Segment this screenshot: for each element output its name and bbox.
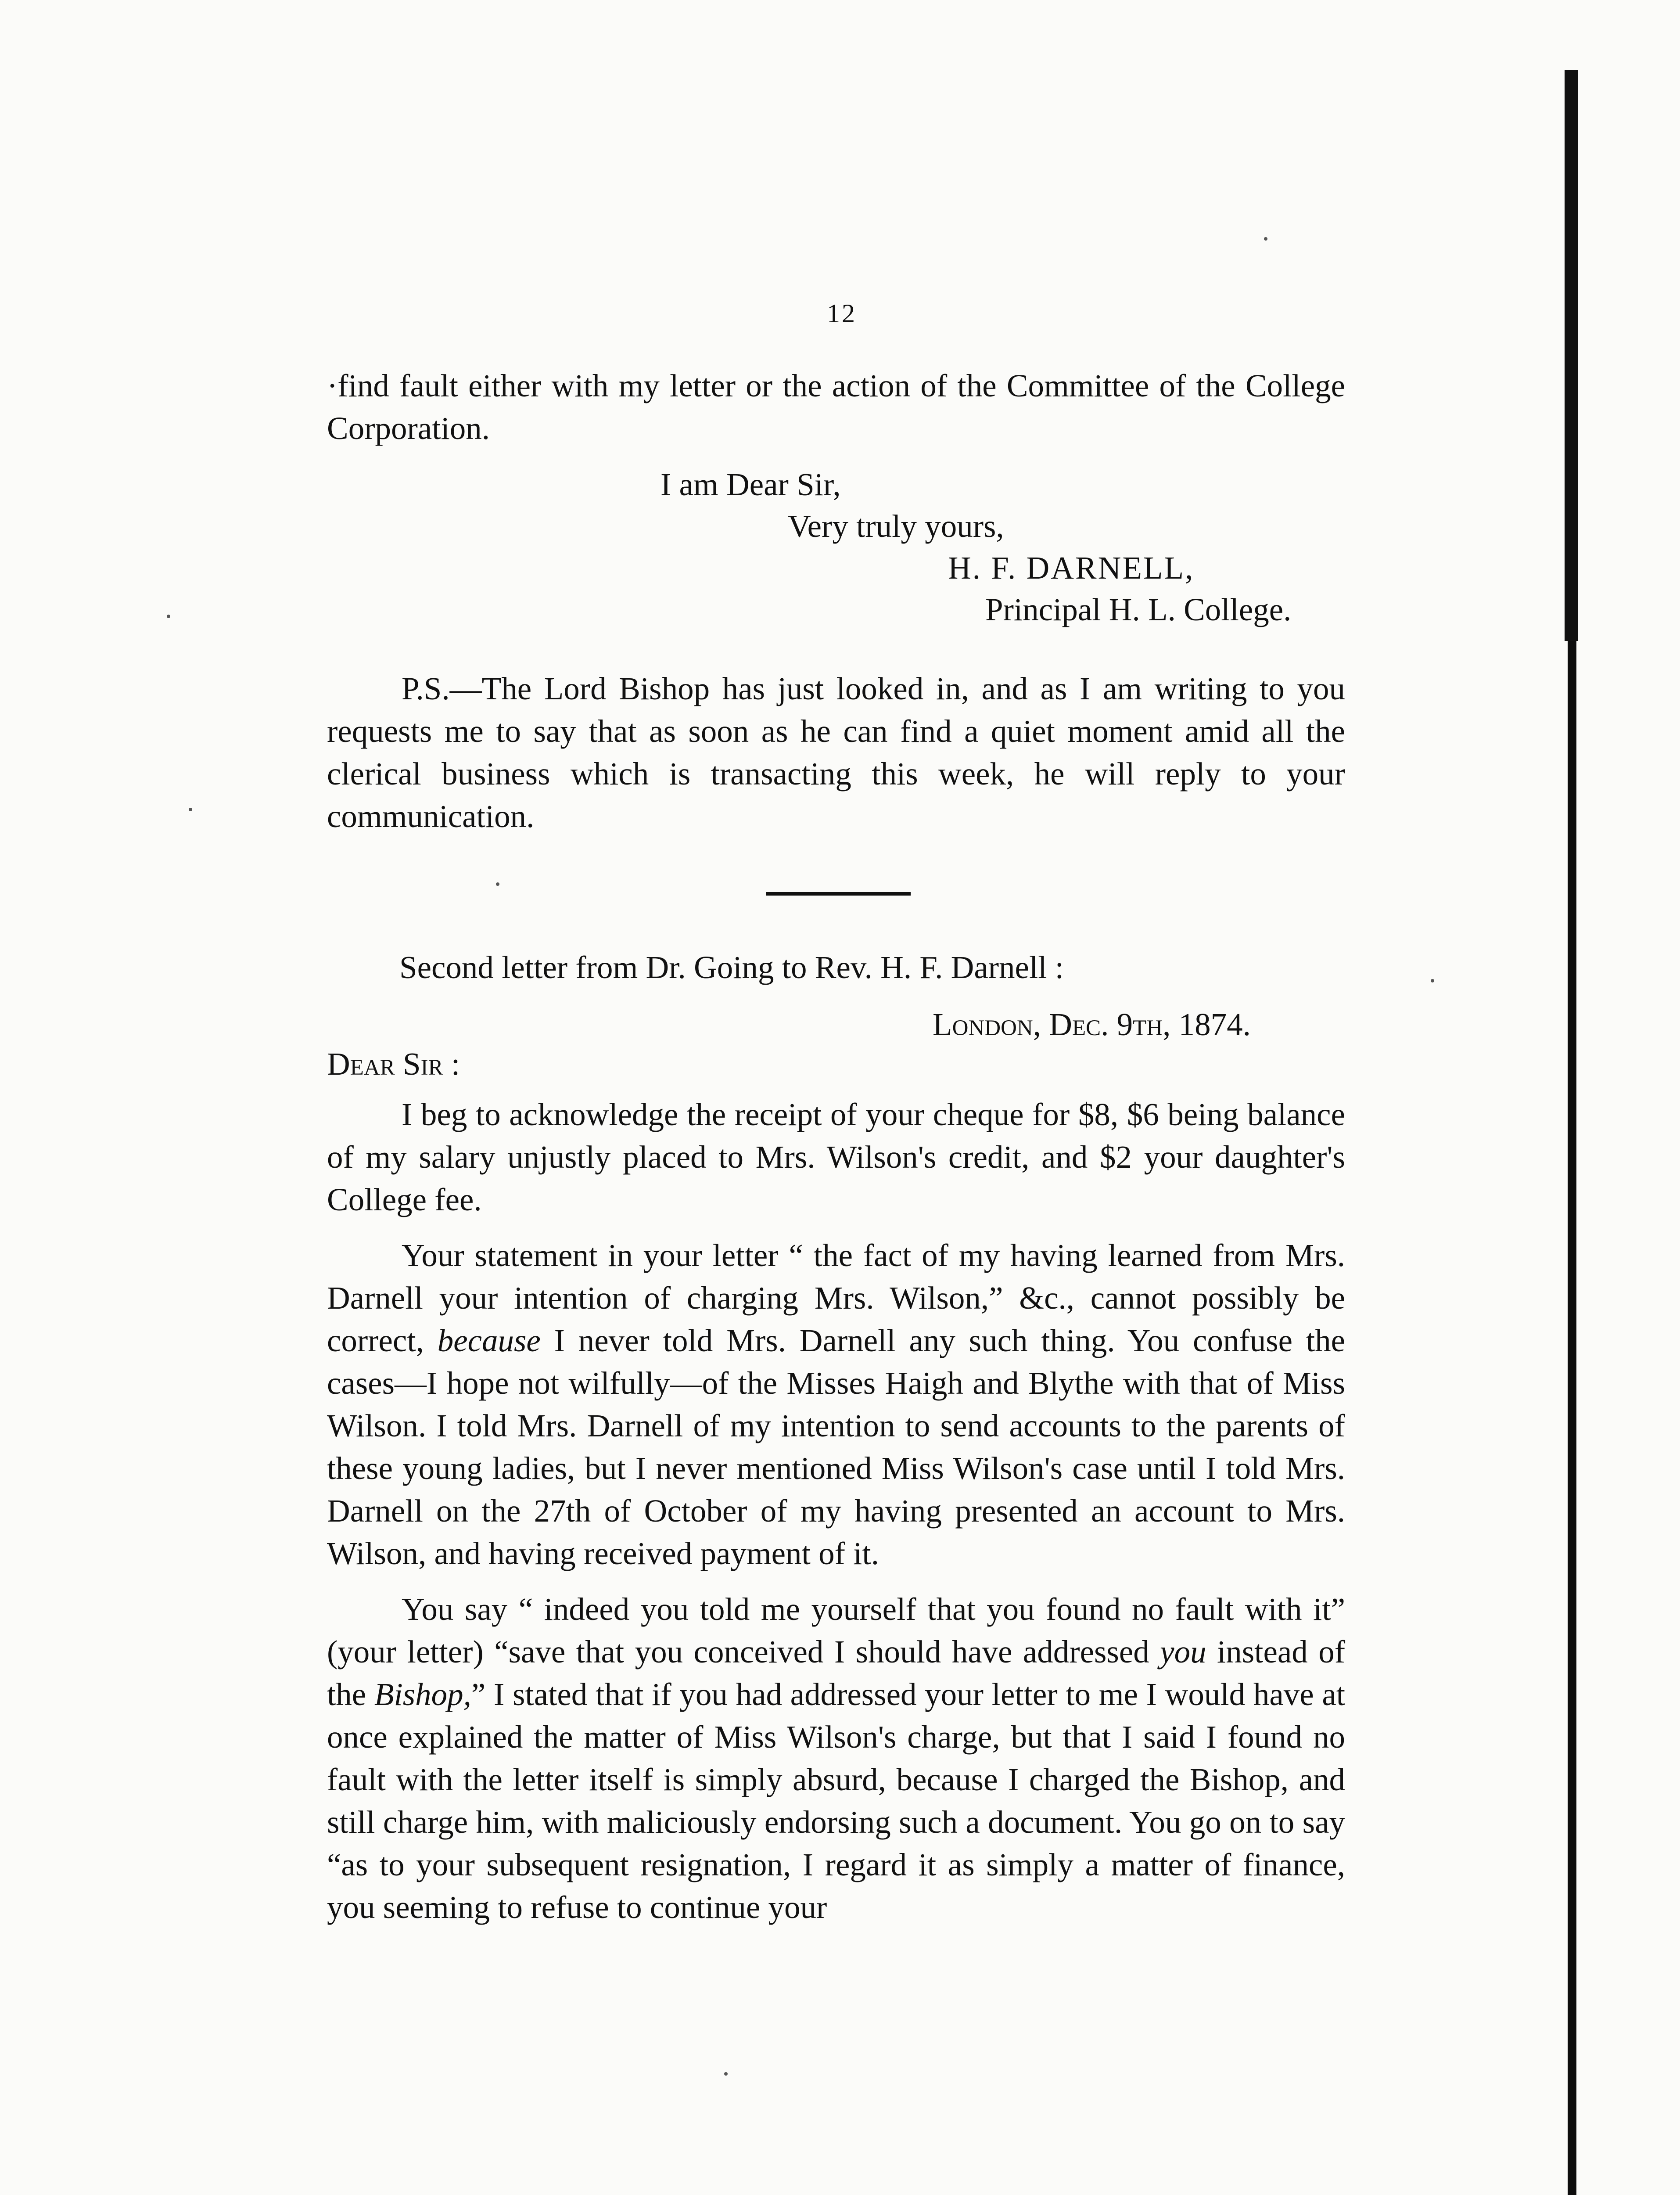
body-paragraph-2: [327, 1234, 1345, 1575]
paragraph-1-text: I beg to acknowledge the receipt of your cheque for $8, $6 being balance of my salary unjustly placed to Mrs. Wilson's credit, and $2 your daughter's College fee.: [327, 1097, 1345, 1217]
page-number: 12: [827, 299, 857, 328]
second-letter-body: [327, 1093, 1345, 1929]
paragraph-3-text-a: You say “ indeed you told me yourself that you found no fault with it” (your letter) “save that you conceived I should have addressed: [327, 1591, 1345, 1670]
postscript-paragraph: P.S.—The Lord Bishop has just looked in, and as I am writing to you requests me to say that as soon as he can find a quiet moment amid all the clerical business which is transacting this week, he will reply to your communication.: [327, 671, 1345, 834]
scan-speck: [1264, 237, 1267, 241]
scan-speck: [1431, 979, 1434, 982]
binding-edge-shadow-upper: [1565, 70, 1578, 641]
signature-title: Principal H. L. College.: [985, 592, 1292, 627]
second-letter-heading: Second letter from Dr. Going to Rev. H. F. Darnell :: [399, 950, 1064, 985]
scan-speck: [724, 2072, 728, 2076]
body-paragraph-1: [327, 1093, 1345, 1221]
signature-name: H. F. DARNELL,: [948, 550, 1195, 586]
emphasis-you: you: [1160, 1634, 1206, 1670]
scan-speck: [496, 882, 499, 886]
opening-paragraph: ·find fault either with my letter or the action of the Committee of the College Corporation.: [327, 368, 1345, 446]
emphasis-because: because: [437, 1323, 541, 1358]
section-divider-rule: [766, 892, 911, 896]
closing-valediction: Very truly yours,: [788, 508, 1004, 544]
place-date-line: London, Dec. 9th, 1874.: [933, 1007, 1251, 1042]
paragraph-2-text-a: Your statement in your letter “ the fact of my having learned from Mrs. Darnell your intention of charging Mrs. Wilson,” &c., cannot possibly be correct,: [327, 1238, 1345, 1358]
body-paragraph-3: [327, 1588, 1345, 1929]
letter-greeting: Dear Sir :: [327, 1046, 460, 1082]
scan-speck: [167, 615, 170, 618]
paragraph-3-text-c: ” I stated that if you had addressed your letter to me I would have at once explained the matter of Miss Wilson's charge, but that I said I found no fault with the letter itself is simply absurd, because I charged the Bishop, and still charge him, with maliciously endorsing such a document. You go on to say “as to your subsequent resignation, I regard it as simply a matter of finance, you seeming to refuse to continue your: [327, 1677, 1345, 1925]
paragraph-2-text-b: I never told Mrs. Darnell any such thing. You confuse the cases—I hope not wilfully—of the Misses Haigh and Blythe with that of Miss Wilson. I told Mrs. Darnell of my intention to send accounts to the parents of these young ladies, but I never mentioned Miss Wilson's case until I told Mrs. Darnell on the 27th of October of my having presented an account to Mrs. Wilson, and having received payment of it.: [327, 1323, 1346, 1571]
paragraph-3-text-b: instead of the: [327, 1634, 1345, 1712]
closing-salutation: I am Dear Sir,: [661, 467, 841, 502]
scan-speck: [189, 808, 192, 811]
emphasis-bishop: Bishop,: [374, 1677, 471, 1712]
